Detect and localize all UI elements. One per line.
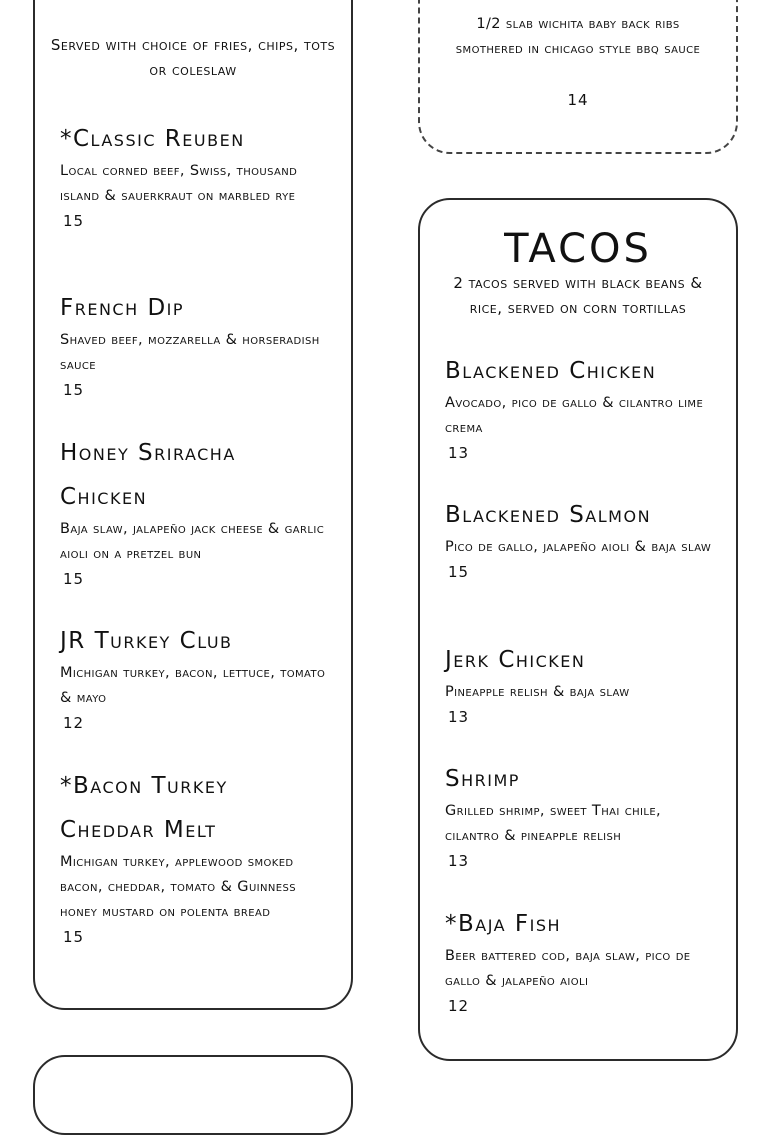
menu-item-blackened-salmon xyxy=(445,493,714,585)
menu-item-description: Avocado, pico de gallo & cilantro lime crema xyxy=(445,395,704,436)
menu-item-classic-reuben xyxy=(60,117,329,234)
menu-item-description: Beer battered cod, baja slaw, pico de gallo & jalapeño aioli xyxy=(445,948,691,989)
sandwiches-subtitle: Served with choice of fries, chips, tots or coleslaw xyxy=(50,36,336,79)
menu-item-name: Honey Sriracha Chicken xyxy=(60,440,236,510)
menu-item-description: Local corned beef, Swiss, thousand island & sauerkraut on marbled rye xyxy=(60,163,298,204)
menu-item-description: Baja slaw, jalapeño jack cheese & garlic aioli on a pretzel bun xyxy=(60,521,325,562)
menu-item-name: Jerk Chicken xyxy=(445,647,586,673)
ribs-price: 14 xyxy=(567,91,589,109)
menu-item-shrimp xyxy=(445,757,714,874)
menu-item-french-dip xyxy=(60,286,329,403)
ribs-description: 1/2 slab wichita baby back ribs smothered in chicago style bbq sauce xyxy=(455,16,701,57)
menu-item-price: 15 xyxy=(63,570,85,588)
menu-item-name: Blackened Chicken xyxy=(445,358,657,384)
menu-item-price: 13 xyxy=(448,852,470,870)
menu-item-price: 15 xyxy=(448,563,470,581)
menu-item-price: 13 xyxy=(448,444,470,462)
tacos-subtitle: 2 tacos served with black beans & rice, served on corn tortillas xyxy=(453,274,703,317)
menu-item-name: Shrimp xyxy=(445,766,520,792)
next-section-panel xyxy=(33,1055,353,1135)
menu-item-name: *Bacon Turkey Cheddar Melt xyxy=(60,773,228,843)
menu-item-price: 15 xyxy=(63,381,85,399)
menu-item-jerk-chicken xyxy=(445,638,714,730)
menu-item-description: Shaved beef, mozzarella & horseradish sauce xyxy=(60,332,320,373)
menu-item-name: *Baja Fish xyxy=(445,911,562,937)
menu-item-name: JR Turkey Club xyxy=(60,628,233,654)
menu-item-blackened-chicken xyxy=(445,349,714,466)
menu-item-price: 12 xyxy=(63,714,85,732)
ribs-panel xyxy=(418,0,738,154)
sandwiches-panel xyxy=(33,0,353,1010)
menu-item-honey-sriracha-chicken xyxy=(60,431,329,592)
menu-item-description: Pico de gallo, jalapeño aioli & baja slaw xyxy=(445,539,712,555)
menu-item-description: Grilled shrimp, sweet Thai chile, cilantro & pineapple relish xyxy=(445,803,662,844)
menu-item-price: 15 xyxy=(63,928,85,946)
menu-item-description: Michigan turkey, bacon, lettuce, tomato & mayo xyxy=(60,665,326,706)
menu-item-bacon-turkey-cheddar-melt xyxy=(60,764,329,950)
tacos-panel xyxy=(418,198,738,1061)
menu-item-baja-fish xyxy=(445,902,714,1019)
menu-item-name: Blackened Salmon xyxy=(445,502,652,528)
menu-item-description: Pineapple relish & baja slaw xyxy=(445,684,630,700)
menu-item-price: 13 xyxy=(448,708,470,726)
menu-item-jr-turkey-club xyxy=(60,619,329,736)
menu-item-name: French Dip xyxy=(60,295,185,321)
tacos-title: TACOS xyxy=(504,226,652,272)
menu-item-description: Michigan turkey, applewood smoked bacon, cheddar, tomato & Guinness honey mustard on polenta bread xyxy=(60,854,296,920)
menu-item-price: 12 xyxy=(448,997,470,1015)
menu-item-price: 15 xyxy=(63,212,85,230)
menu-item-name: *Classic Reuben xyxy=(60,126,245,152)
